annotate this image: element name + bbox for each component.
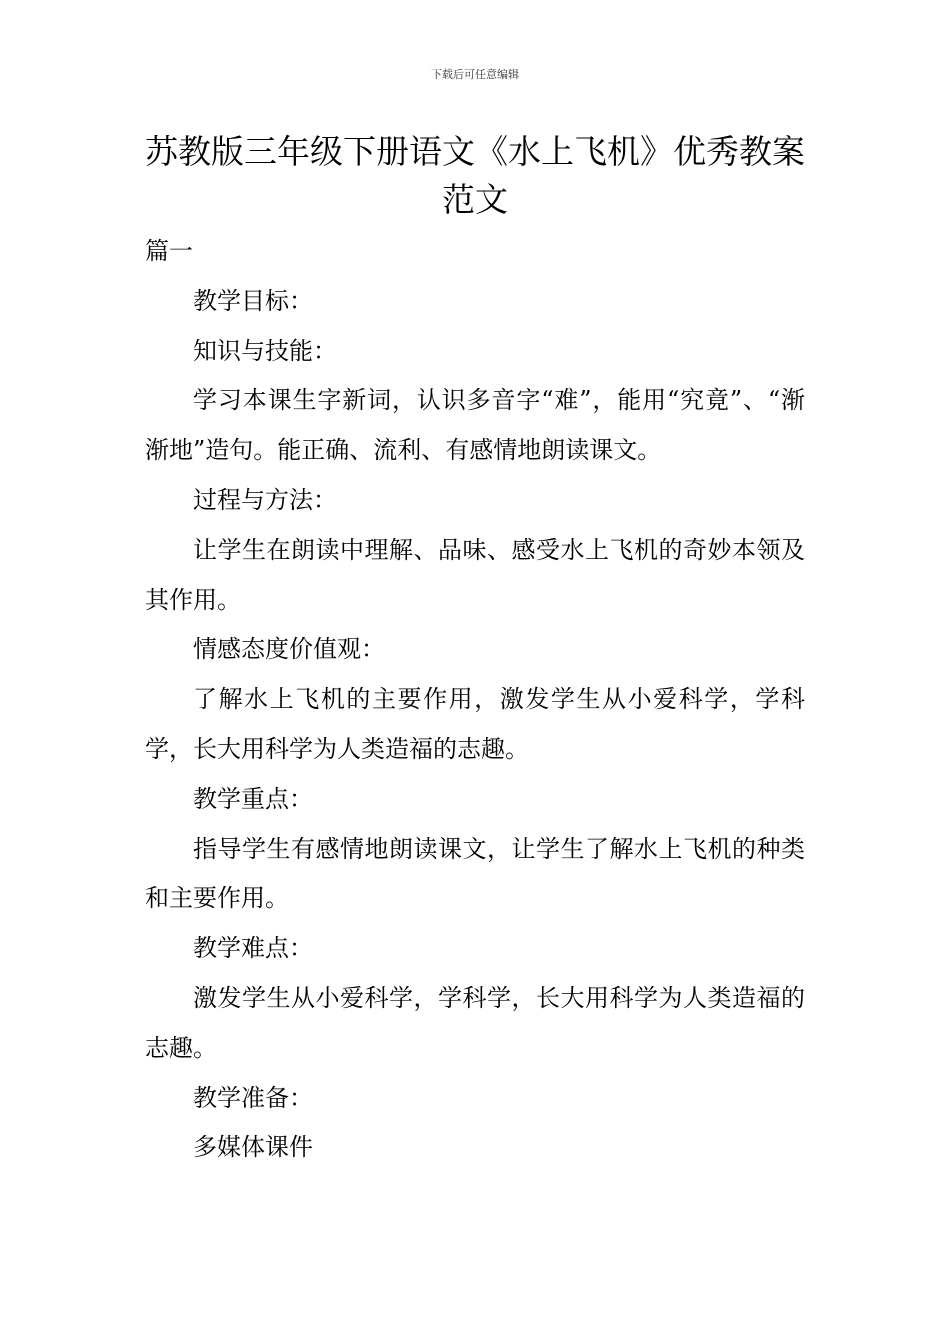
paragraph: 过程与方法： <box>193 485 337 514</box>
paragraph: 教学目标： <box>193 286 313 315</box>
paragraph: 指导学生有感情地朗读课文，让学生了解水上飞机的种类和主要作用。 <box>145 834 805 913</box>
paragraph: 教学难点： <box>193 934 313 963</box>
header-note: 下载后可任意编辑 <box>431 68 519 81</box>
paragraph: 多媒体课件 <box>193 1133 313 1162</box>
paragraph: 知识与技能： <box>193 336 337 365</box>
paragraph: 情感态度价值观： <box>193 635 385 664</box>
paragraph: 了解水上飞机的主要作用，激发学生从小爱科学，学科学，长大用科学为人类造福的志趣。 <box>145 685 805 763</box>
paragraph: 教学重点： <box>193 784 313 813</box>
paragraph: 教学准备： <box>193 1083 313 1112</box>
section-heading: 篇一 <box>145 237 193 265</box>
document-body <box>145 227 805 1173</box>
paragraph: 激发学生从小爱科学，学科学，长大用科学为人类造福的志趣。 <box>145 983 805 1062</box>
document-title: 苏教版三年级下册语文《水上飞机》优秀教案范文 <box>145 132 805 219</box>
paragraph: 学习本课生字新词，认识多音字“难”，能用“究竟”、“渐渐地”造句。能正确、流利、有感情地朗读课文。 <box>145 386 805 465</box>
paragraph: 让学生在朗读中理解、品味、感受水上飞机的奇妙本领及其作用。 <box>145 535 805 614</box>
